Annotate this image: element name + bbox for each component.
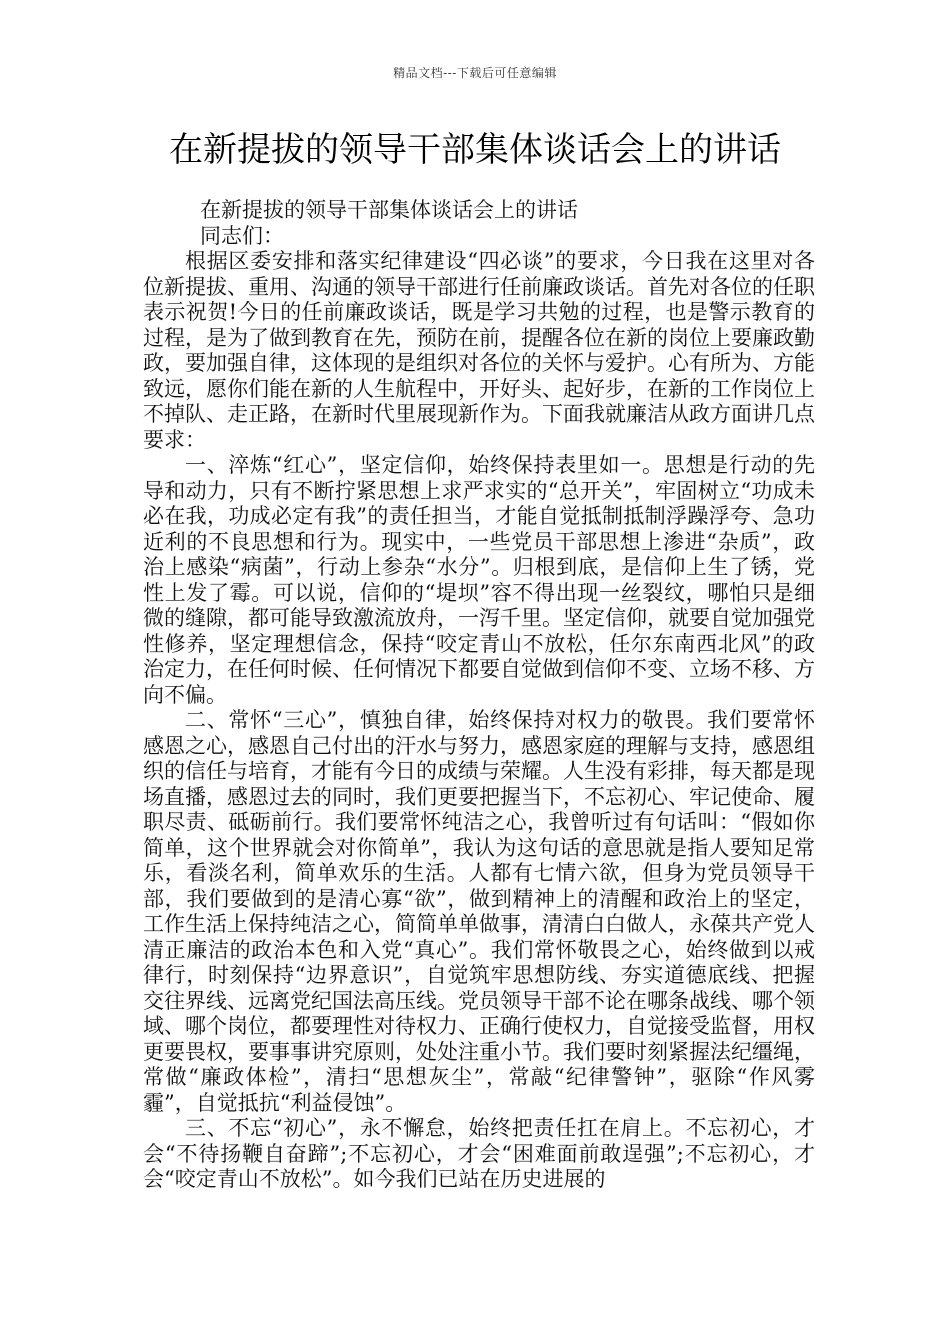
document-title: 在新提拔的领导干部集体谈话会上的讲话 (169, 130, 781, 170)
paragraph-section-3: 三、不忘“初心”，永不懈怠，始终把责任扛在肩上。不忘初心，才会“不待扬鞭自奋蹄”;不忘初心，才会“困难面前敢逞强”;不忘初心，才会“咬定青山不放松”。如今我们已站在历史进展的 (143, 1116, 815, 1191)
salutation: 同志们： (200, 223, 284, 248)
document-subtitle: 在新提拔的领导干部集体谈话会上的讲话 (200, 198, 578, 222)
header-note: 精品文档---下载后可任意编辑 (393, 66, 557, 80)
paragraph-intro: 根据区委安排和落实纪律建设“四必谈”的要求，今日我在这里对各位新提拔、重用、沟通的领导干部进行任前廉政谈话。首先对各位的任职表示祝贺!今日的任前廉政谈话，既是学习共勉的过程，也是警示教育的过程，是为了做到教育在先，预防在前，提醒各位在新的岗位上要廉政勤政，要加强自律，这体现的是组织对各位的关怀与爱护。心有所为、方能致远，愿你们能在新的人生航程中，开好头、起好步，在新的工作岗位上不掉队、走正路，在新时代里展现新作为。下面我就廉洁从政方面讲几点要求： (143, 249, 815, 452)
paragraph-section-1: 一、淬炼“红心”，坚定信仰，始终保持表里如一。思想是行动的先导和动力，只有不断拧紧思想上求严求实的“总开关”，牢固树立“功成未必在我，功成必定有我”的责任担当，才能自觉抵制抵制浮躁浮夸、急功近利的不良思想和行为。现实中，一些党员干部思想上渗进“杂质”，政治上感染“病菌”，行动上参杂“水分”。归根到底，是信仰上生了锈，党性上发了霉。可以说，信仰的“堤坝”容不得出现一丝裂纹，哪怕只是细微的缝隙，都可能导致激流放舟，一泻千里。坚定信仰，就要自觉加强党性修养，坚定理想信念，保持“咬定青山不放松，任尔东南西北风”的政治定力，在任何时候、任何情况下都要自觉做到信仰不变、立场不移、方向不偏。 (143, 453, 815, 707)
document-body (143, 198, 815, 1193)
paragraph-section-2: 二、常怀“三心”，慎独自律，始终保持对权力的敬畏。我们要常怀感恩之心，感恩自己付出的汗水与努力，感恩家庭的理解与支持，感恩组织的信任与培育，才能有今日的成绩与荣耀。人生没有彩排，每天都是现场直播，感恩过去的同时，我们更要把握当下，不忘初心、牢记使命、履职尽责、砥砺前行。我们要常怀纯洁之心，我曾听过有句话叫：“假如你简单，这个世界就会对你简单”，我认为这句话的意思就是指人要知足常乐，看淡名利，简单欢乐的生活。人都有七情六欲，但身为党员领导干部，我们要做到的是清心寡“欲”，做到精神上的清醒和政治上的坚定，工作生活上保持纯洁之心，简简单单做事，清清白白做人，永葆共产党人清正廉洁的政治本色和入党“真心”。我们常怀敬畏之心，始终做到以戒律行，时刻保持“边界意识”，自觉筑牢思想防线、夯实道德底线、把握交往界线、远离党纪国法高压线。党员领导干部不论在哪条战线、哪个领域、哪个岗位，都要理性对待权力、正确行使权力，自觉接受监督，用权更要畏权，要事事讲究原则，处处注重小节。我们要时刻紧握法纪缰绳，常做“廉政体检”，清扫“思想灰尘”，常敲“纪律警钟”，驱除“作风雾霾”，自觉抵抗“利益侵蚀”。 (143, 708, 815, 1115)
